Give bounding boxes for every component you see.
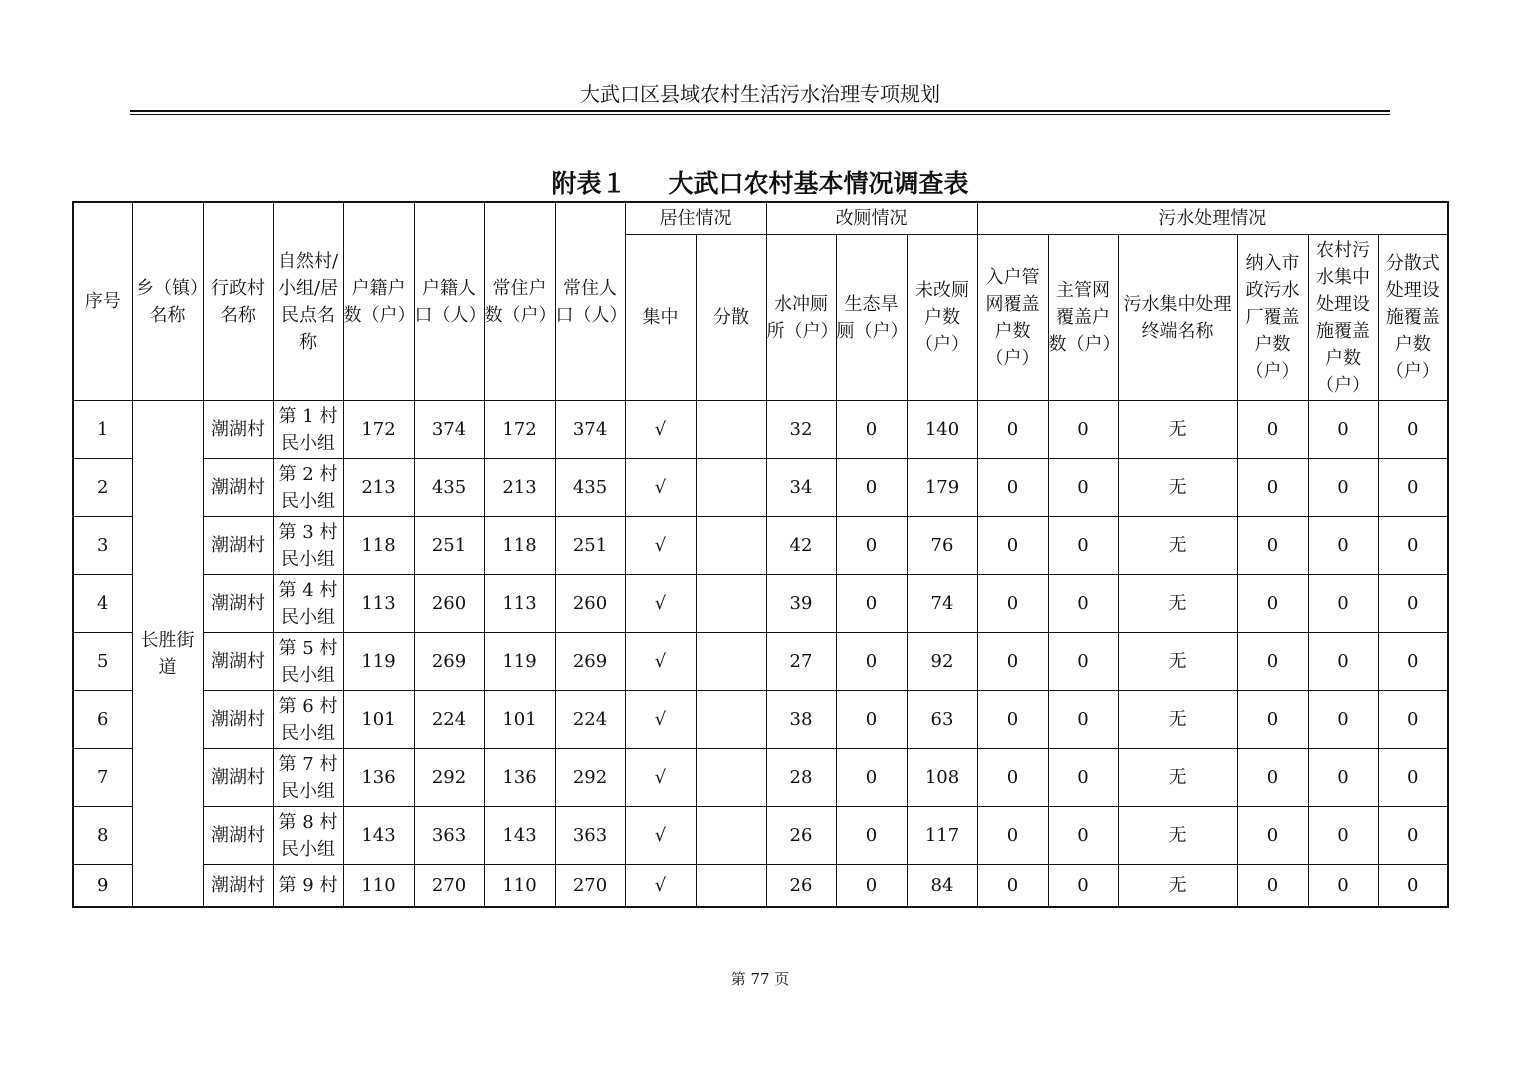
cell-res-households: 143 <box>484 807 555 865</box>
cell-res-households: 136 <box>484 749 555 807</box>
cell-reg-households: 110 <box>343 865 414 908</box>
cell-admin-village: 潮湖村 <box>203 633 273 691</box>
header-rule-thin <box>130 114 1390 115</box>
col-header-seq: 序号 <box>73 202 132 401</box>
cell-reg-households: 101 <box>343 691 414 749</box>
cell-reg-population: 269 <box>414 633 484 691</box>
cell-reg-households: 113 <box>343 575 414 633</box>
cell-unrenovated: 92 <box>907 633 977 691</box>
cell-rural-facility: 0 <box>1308 517 1378 575</box>
cell-municipal-plant: 0 <box>1237 691 1308 749</box>
col-header-decentralized: 分散式处理设施覆盖户数（户） <box>1378 235 1448 401</box>
cell-res-population: 363 <box>555 807 625 865</box>
cell-flush-toilets: 38 <box>766 691 836 749</box>
cell-unrenovated: 76 <box>907 517 977 575</box>
cell-municipal-plant: 0 <box>1237 401 1308 459</box>
cell-res-households: 119 <box>484 633 555 691</box>
cell-decentralized: 0 <box>1378 517 1448 575</box>
cell-municipal-plant: 0 <box>1237 633 1308 691</box>
cell-municipal-plant: 0 <box>1237 459 1308 517</box>
cell-rural-facility: 0 <box>1308 459 1378 517</box>
cell-admin-village: 潮湖村 <box>203 517 273 575</box>
cell-eco-dry-toilets: 0 <box>836 517 907 575</box>
cell-unrenovated: 140 <box>907 401 977 459</box>
cell-terminal-name: 无 <box>1118 691 1237 749</box>
cell-seq: 5 <box>73 633 132 691</box>
table-row <box>73 691 1448 749</box>
cell-rural-facility: 0 <box>1308 633 1378 691</box>
cell-admin-village: 潮湖村 <box>203 807 273 865</box>
cell-rural-facility: 0 <box>1308 865 1378 908</box>
cell-household-network: 0 <box>977 633 1048 691</box>
cell-unrenovated: 74 <box>907 575 977 633</box>
cell-flush-toilets: 34 <box>766 459 836 517</box>
cell-flush-toilets: 32 <box>766 401 836 459</box>
cell-flush-toilets: 39 <box>766 575 836 633</box>
table-title <box>0 164 1520 200</box>
page-number: 第 77 页 <box>730 970 790 988</box>
table-title-label: 附表１ <box>551 169 627 198</box>
group-header-sewage: 污水处理情况 <box>977 202 1448 235</box>
cell-main-pipe: 0 <box>1048 749 1118 807</box>
cell-reg-population: 374 <box>414 401 484 459</box>
cell-main-pipe: 0 <box>1048 459 1118 517</box>
cell-natural-village: 第 5 村民小组 <box>273 633 343 691</box>
header-rule-thick <box>130 110 1390 112</box>
cell-flush-toilets: 28 <box>766 749 836 807</box>
cell-flush-toilets: 27 <box>766 633 836 691</box>
cell-scattered <box>696 633 766 691</box>
col-header-terminal-name: 污水集中处理终端名称 <box>1118 235 1237 401</box>
cell-scattered <box>696 865 766 908</box>
group-header-toilet: 改厕情况 <box>766 202 977 235</box>
cell-res-population: 224 <box>555 691 625 749</box>
cell-terminal-name: 无 <box>1118 517 1237 575</box>
cell-eco-dry-toilets: 0 <box>836 691 907 749</box>
cell-main-pipe: 0 <box>1048 865 1118 908</box>
cell-res-households: 118 <box>484 517 555 575</box>
cell-seq: 7 <box>73 749 132 807</box>
col-header-natural-village: 自然村/小组/居民点名称 <box>273 202 343 401</box>
cell-admin-village: 潮湖村 <box>203 865 273 908</box>
cell-unrenovated: 179 <box>907 459 977 517</box>
cell-reg-population: 292 <box>414 749 484 807</box>
cell-admin-village: 潮湖村 <box>203 749 273 807</box>
cell-natural-village: 第 3 村民小组 <box>273 517 343 575</box>
cell-unrenovated: 63 <box>907 691 977 749</box>
cell-main-pipe: 0 <box>1048 633 1118 691</box>
table-row <box>73 807 1448 865</box>
cell-main-pipe: 0 <box>1048 691 1118 749</box>
cell-concentrated: √ <box>625 517 696 575</box>
cell-seq: 3 <box>73 517 132 575</box>
col-header-reg-population: 户籍人口（人） <box>414 202 484 401</box>
col-header-scattered: 分散 <box>696 235 766 401</box>
cell-concentrated: √ <box>625 575 696 633</box>
cell-rural-facility: 0 <box>1308 691 1378 749</box>
cell-seq: 8 <box>73 807 132 865</box>
cell-reg-households: 172 <box>343 401 414 459</box>
cell-concentrated: √ <box>625 401 696 459</box>
table-row <box>73 749 1448 807</box>
col-header-res-population: 常住人口（人） <box>555 202 625 401</box>
cell-seq: 2 <box>73 459 132 517</box>
cell-seq: 4 <box>73 575 132 633</box>
cell-eco-dry-toilets: 0 <box>836 575 907 633</box>
cell-terminal-name: 无 <box>1118 633 1237 691</box>
cell-rural-facility: 0 <box>1308 807 1378 865</box>
cell-reg-population: 224 <box>414 691 484 749</box>
cell-natural-village: 第 4 村民小组 <box>273 575 343 633</box>
cell-concentrated: √ <box>625 633 696 691</box>
cell-terminal-name: 无 <box>1118 807 1237 865</box>
cell-municipal-plant: 0 <box>1237 865 1308 908</box>
table-row <box>73 865 1448 908</box>
cell-decentralized: 0 <box>1378 807 1448 865</box>
col-header-municipal-plant: 纳入市政污水厂覆盖户数（户） <box>1237 235 1308 401</box>
cell-natural-village: 第 9 村 <box>273 865 343 908</box>
cell-scattered <box>696 749 766 807</box>
cell-unrenovated: 117 <box>907 807 977 865</box>
cell-scattered <box>696 401 766 459</box>
cell-scattered <box>696 517 766 575</box>
cell-decentralized: 0 <box>1378 401 1448 459</box>
col-header-eco-dry-toilets: 生态旱厕（户） <box>836 235 907 401</box>
cell-reg-households: 118 <box>343 517 414 575</box>
village-survey-table <box>72 201 1449 908</box>
cell-terminal-name: 无 <box>1118 401 1237 459</box>
cell-household-network: 0 <box>977 749 1048 807</box>
cell-unrenovated: 84 <box>907 865 977 908</box>
table-title-name: 大武口农村基本情况调查表 <box>668 169 969 198</box>
cell-household-network: 0 <box>977 691 1048 749</box>
col-header-admin-village: 行政村名称 <box>203 202 273 401</box>
cell-decentralized: 0 <box>1378 633 1448 691</box>
cell-unrenovated: 108 <box>907 749 977 807</box>
col-header-rural-facility: 农村污水集中处理设施覆盖户数（户） <box>1308 235 1378 401</box>
cell-reg-population: 363 <box>414 807 484 865</box>
cell-decentralized: 0 <box>1378 459 1448 517</box>
cell-rural-facility: 0 <box>1308 575 1378 633</box>
cell-res-households: 113 <box>484 575 555 633</box>
cell-household-network: 0 <box>977 517 1048 575</box>
cell-eco-dry-toilets: 0 <box>836 749 907 807</box>
table-row <box>73 633 1448 691</box>
document-header: 大武口区县域农村生活污水治理专项规划 <box>580 82 940 106</box>
cell-terminal-name: 无 <box>1118 459 1237 517</box>
cell-eco-dry-toilets: 0 <box>836 633 907 691</box>
cell-main-pipe: 0 <box>1048 575 1118 633</box>
cell-eco-dry-toilets: 0 <box>836 401 907 459</box>
cell-decentralized: 0 <box>1378 749 1448 807</box>
cell-main-pipe: 0 <box>1048 807 1118 865</box>
cell-res-households: 213 <box>484 459 555 517</box>
cell-rural-facility: 0 <box>1308 401 1378 459</box>
cell-concentrated: √ <box>625 807 696 865</box>
cell-household-network: 0 <box>977 459 1048 517</box>
cell-household-network: 0 <box>977 401 1048 459</box>
cell-decentralized: 0 <box>1378 865 1448 908</box>
cell-natural-village: 第 2 村民小组 <box>273 459 343 517</box>
cell-household-network: 0 <box>977 807 1048 865</box>
cell-res-households: 110 <box>484 865 555 908</box>
cell-admin-village: 潮湖村 <box>203 575 273 633</box>
cell-reg-households: 143 <box>343 807 414 865</box>
cell-terminal-name: 无 <box>1118 575 1237 633</box>
cell-natural-village: 第 1 村民小组 <box>273 401 343 459</box>
col-header-unrenovated: 未改厕户数（户） <box>907 235 977 401</box>
cell-eco-dry-toilets: 0 <box>836 807 907 865</box>
cell-natural-village: 第 8 村民小组 <box>273 807 343 865</box>
cell-flush-toilets: 26 <box>766 807 836 865</box>
col-header-town: 乡（镇）名称 <box>132 202 203 401</box>
cell-seq: 9 <box>73 865 132 908</box>
cell-seq: 6 <box>73 691 132 749</box>
col-header-flush-toilets: 水冲厕所（户） <box>766 235 836 401</box>
cell-main-pipe: 0 <box>1048 517 1118 575</box>
table-row <box>73 575 1448 633</box>
col-header-concentrated: 集中 <box>625 235 696 401</box>
cell-municipal-plant: 0 <box>1237 517 1308 575</box>
cell-reg-population: 251 <box>414 517 484 575</box>
cell-admin-village: 潮湖村 <box>203 459 273 517</box>
cell-household-network: 0 <box>977 575 1048 633</box>
cell-admin-village: 潮湖村 <box>203 401 273 459</box>
cell-natural-village: 第 7 村民小组 <box>273 749 343 807</box>
cell-res-population: 292 <box>555 749 625 807</box>
header-row-groups <box>73 202 1448 235</box>
group-header-living: 居住情况 <box>625 202 766 235</box>
cell-terminal-name: 无 <box>1118 865 1237 908</box>
cell-res-population: 374 <box>555 401 625 459</box>
cell-res-population: 251 <box>555 517 625 575</box>
cell-seq: 1 <box>73 401 132 459</box>
cell-res-households: 172 <box>484 401 555 459</box>
cell-main-pipe: 0 <box>1048 401 1118 459</box>
cell-scattered <box>696 459 766 517</box>
cell-res-population: 435 <box>555 459 625 517</box>
cell-concentrated: √ <box>625 749 696 807</box>
cell-reg-households: 136 <box>343 749 414 807</box>
cell-scattered <box>696 807 766 865</box>
cell-reg-population: 435 <box>414 459 484 517</box>
cell-admin-village: 潮湖村 <box>203 691 273 749</box>
cell-reg-population: 270 <box>414 865 484 908</box>
col-header-reg-households: 户籍户数（户） <box>343 202 414 401</box>
cell-concentrated: √ <box>625 459 696 517</box>
cell-municipal-plant: 0 <box>1237 807 1308 865</box>
cell-eco-dry-toilets: 0 <box>836 865 907 908</box>
cell-scattered <box>696 575 766 633</box>
table-row <box>73 459 1448 517</box>
cell-concentrated: √ <box>625 865 696 908</box>
cell-municipal-plant: 0 <box>1237 749 1308 807</box>
cell-reg-population: 260 <box>414 575 484 633</box>
cell-municipal-plant: 0 <box>1237 575 1308 633</box>
cell-flush-toilets: 42 <box>766 517 836 575</box>
cell-res-population: 269 <box>555 633 625 691</box>
cell-res-population: 270 <box>555 865 625 908</box>
table-row <box>73 401 1448 459</box>
col-header-main-pipe: 主管网覆盖户数（户） <box>1048 235 1118 401</box>
cell-flush-toilets: 26 <box>766 865 836 908</box>
cell-scattered <box>696 691 766 749</box>
table-row <box>73 517 1448 575</box>
cell-res-households: 101 <box>484 691 555 749</box>
cell-concentrated: √ <box>625 691 696 749</box>
cell-eco-dry-toilets: 0 <box>836 459 907 517</box>
cell-town: 长胜街道 <box>132 401 203 908</box>
col-header-res-households: 常住户数（户） <box>484 202 555 401</box>
col-header-household-network: 入户管网覆盖户数（户） <box>977 235 1048 401</box>
cell-decentralized: 0 <box>1378 691 1448 749</box>
cell-reg-households: 119 <box>343 633 414 691</box>
cell-terminal-name: 无 <box>1118 749 1237 807</box>
cell-decentralized: 0 <box>1378 575 1448 633</box>
cell-rural-facility: 0 <box>1308 749 1378 807</box>
cell-natural-village: 第 6 村民小组 <box>273 691 343 749</box>
cell-household-network: 0 <box>977 865 1048 908</box>
cell-reg-households: 213 <box>343 459 414 517</box>
cell-res-population: 260 <box>555 575 625 633</box>
